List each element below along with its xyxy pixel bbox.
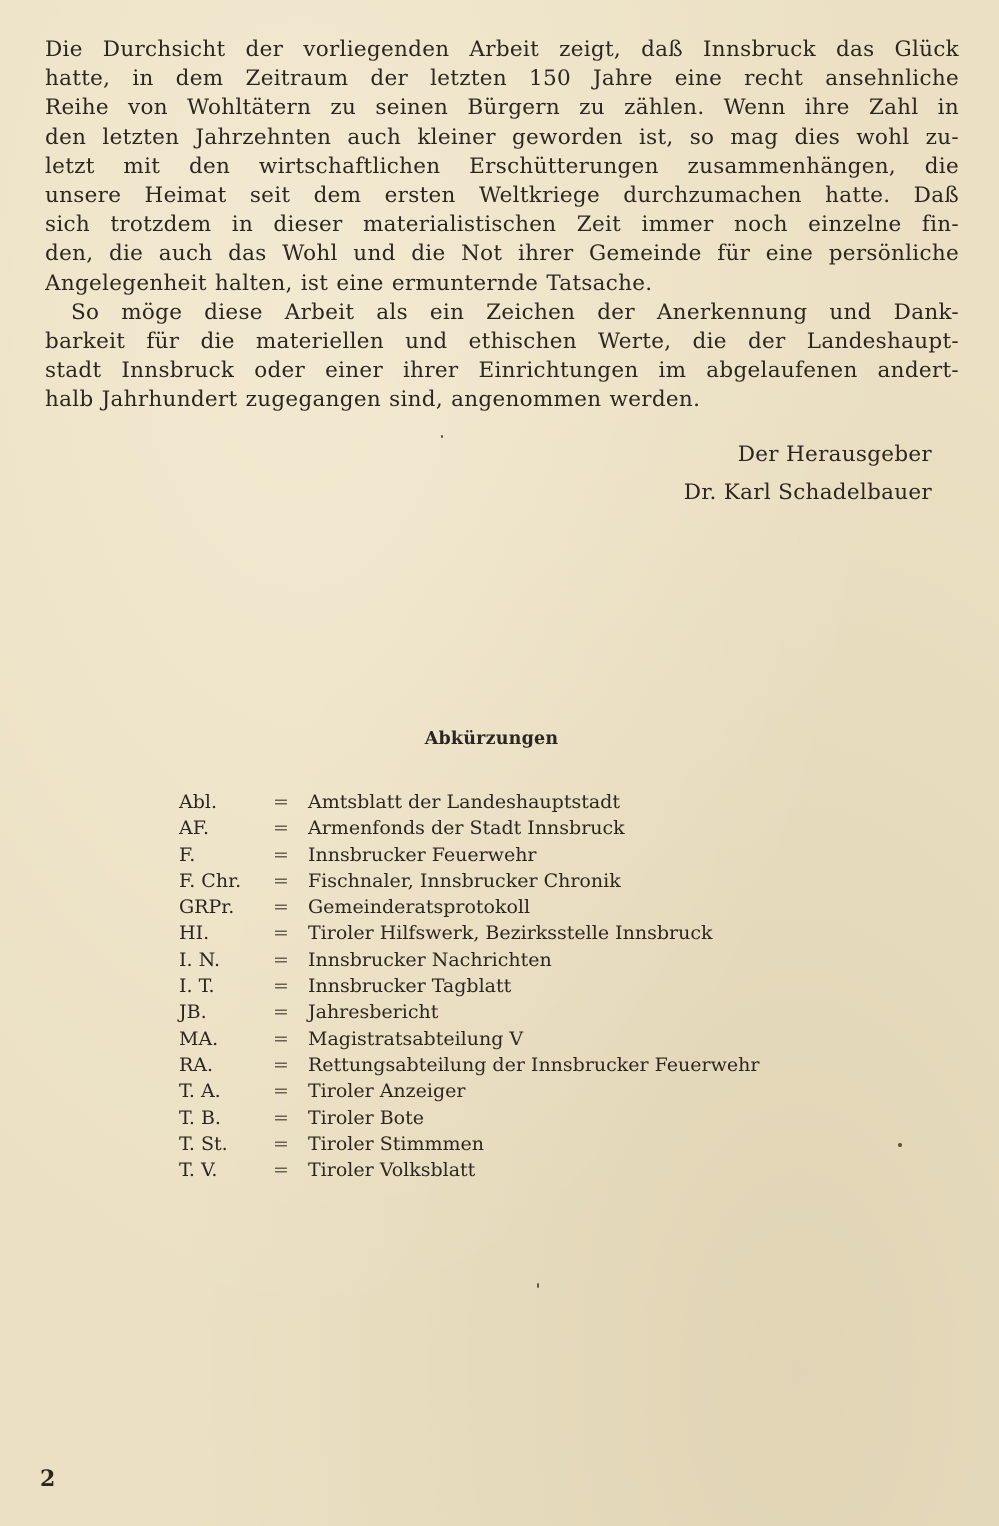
- abbreviation-row: [179, 1131, 759, 1157]
- text-line: Die Durchsicht der vorliegenden Arbeit zeigt, daß Innsbruck das Glück: [45, 37, 959, 62]
- equals-sign: =: [273, 975, 289, 998]
- abbreviation-term: F. Chr.: [179, 869, 242, 892]
- text-line: letzt mit den wirtschaftlichen Erschütterungen zusammenhängen, die: [45, 153, 959, 179]
- abbreviation-row: [179, 973, 759, 999]
- text-line: halb Jahrhundert zugegangen sind, angenommen werden.: [45, 387, 701, 413]
- text-line: So möge diese Arbeit als ein Zeichen der Anerkennung und Dank-: [71, 299, 959, 325]
- equals-sign: =: [273, 817, 289, 840]
- abbreviation-term: T. St.: [179, 1132, 228, 1155]
- text-line: sich trotzdem in dieser materialistischen Zeit immer noch einzelne fin-: [45, 212, 959, 238]
- abbreviation-meaning: Gemeinderatsprotokoll: [308, 896, 531, 919]
- abbreviation-row: [179, 789, 759, 815]
- abbreviation-meaning: Innsbrucker Nachrichten: [308, 948, 552, 971]
- abbreviation-term: RA.: [179, 1053, 214, 1076]
- abbreviation-term: AF.: [179, 817, 209, 840]
- abbreviation-term: HI.: [179, 922, 210, 945]
- abbreviation-term: GRPr.: [179, 896, 235, 919]
- text-line: den letzten Jahrzehnten auch kleiner geworden ist, so mag dies wohl zu-: [45, 124, 959, 150]
- abbreviation-meaning: Armenfonds der Stadt Innsbruck: [308, 817, 625, 840]
- abbreviation-row: [179, 894, 759, 920]
- equals-sign: =: [273, 1053, 289, 1076]
- abbreviation-term: Abl.: [179, 791, 217, 813]
- page-number: 2: [40, 1466, 56, 1492]
- abbreviation-row: [179, 815, 759, 841]
- abbreviation-meaning: Jahresbericht: [308, 1001, 439, 1024]
- abbreviation-meaning: Fischnaler, Innsbrucker Chronik: [308, 869, 621, 892]
- equals-sign: =: [273, 843, 289, 866]
- equals-sign: =: [273, 1159, 289, 1182]
- print-speck: [537, 1283, 539, 1288]
- abbreviation-term: T. B.: [179, 1106, 221, 1129]
- equals-sign: =: [273, 1080, 289, 1103]
- text-line: stadt Innsbruck oder einer ihrer Einrichtungen im abgelaufenen andert-: [45, 358, 959, 384]
- abbreviation-meaning: Innsbrucker Tagblatt: [308, 975, 512, 998]
- abbreviation-row: [179, 999, 759, 1025]
- abbreviation-row: [179, 868, 759, 894]
- print-speck: [441, 435, 443, 438]
- equals-sign: =: [273, 1001, 289, 1024]
- paragraph-2: [45, 298, 959, 415]
- text-line: Reihe von Wohltätern zu seinen Bürgern zu zählen. Wenn ihre Zahl in: [45, 95, 959, 121]
- abbreviation-row: [179, 1078, 759, 1104]
- abbreviation-meaning: Tiroler Bote: [308, 1106, 424, 1129]
- abbreviation-meaning: Rettungsabteilung der Innsbrucker Feuerwehr: [308, 1053, 760, 1076]
- abbreviation-meaning: Tiroler Anzeiger: [308, 1080, 466, 1103]
- equals-sign: =: [273, 896, 289, 919]
- text-line: den, die auch das Wohl und die Not ihrer Gemeinde für eine persönliche: [45, 241, 959, 267]
- abbreviation-term: T. V.: [179, 1159, 218, 1182]
- equals-sign: =: [273, 869, 289, 892]
- equals-sign: =: [273, 948, 289, 971]
- equals-sign: =: [273, 1132, 289, 1155]
- preface-text: [45, 35, 959, 414]
- signature-role: Der Herausgeber: [737, 442, 932, 467]
- signature-name: Dr. Karl Schadelbauer: [683, 480, 932, 505]
- abbreviation-row: [179, 842, 759, 868]
- abbreviation-meaning: Tiroler Hilfswerk, Bezirksstelle Innsbruck: [308, 922, 713, 945]
- equals-sign: =: [273, 1027, 289, 1050]
- abbreviations-list: [179, 789, 759, 1183]
- abbreviation-meaning: Tiroler Volksblatt: [308, 1159, 476, 1182]
- abbreviation-term: I. N.: [179, 948, 221, 971]
- abbreviation-term: T. A.: [179, 1080, 221, 1103]
- abbreviation-meaning: Magistratsabteilung V: [308, 1027, 524, 1050]
- abbreviation-row: [179, 1052, 759, 1078]
- signature-block: [684, 436, 932, 512]
- print-speck: [898, 1143, 902, 1147]
- equals-sign: =: [273, 922, 289, 945]
- abbreviations-heading: Abkürzungen: [424, 729, 559, 749]
- abbreviation-term: F.: [179, 843, 196, 866]
- abbreviation-term: I. T.: [179, 975, 215, 998]
- abbreviation-meaning: Innsbrucker Feuerwehr: [308, 843, 537, 866]
- text-line: hatte, in dem Zeitraum der letzten 150 Jahre eine recht ansehnliche: [45, 66, 959, 92]
- abbreviation-row: [179, 1157, 759, 1183]
- text-line: barkeit für die materiellen und ethischen Werte, die der Landeshaupt-: [45, 328, 959, 354]
- text-line: unsere Heimat seit dem ersten Weltkriege durchzumachen hatte. Daß: [45, 182, 959, 208]
- abbreviation-row: [179, 1105, 759, 1131]
- text-line: Angelegenheit halten, ist eine ermunternde Tatsache.: [45, 270, 653, 296]
- abbreviation-term: JB.: [179, 1001, 207, 1024]
- equals-sign: =: [273, 1106, 289, 1129]
- paragraph-1: [45, 35, 959, 298]
- abbreviation-meaning: Tiroler Stimmmen: [308, 1132, 484, 1155]
- abbreviation-row: [179, 1026, 759, 1052]
- abbreviation-meaning: Amtsblatt der Landeshauptstadt: [308, 791, 620, 813]
- abbreviation-row: [179, 920, 759, 946]
- equals-sign: =: [273, 791, 289, 813]
- abbreviation-term: MA.: [179, 1027, 219, 1050]
- abbreviation-row: [179, 947, 759, 973]
